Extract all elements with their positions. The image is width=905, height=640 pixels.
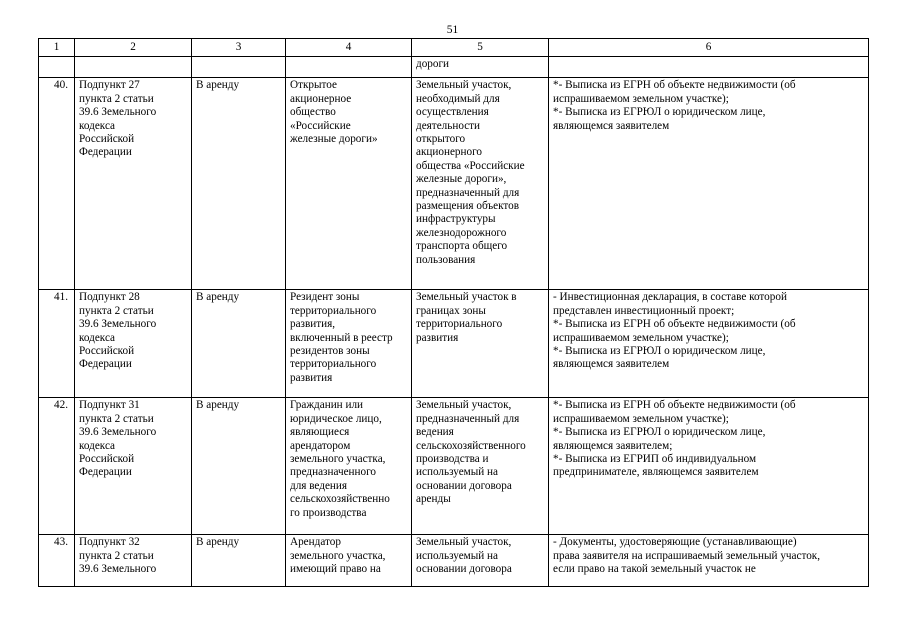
applicant-cell: Гражданин или юридическое лицо, являющиеся арендатором земельного участка, предназначенного для ведения сельскохозяйственно го производства bbox=[286, 398, 412, 535]
header-cell: 2 bbox=[75, 39, 192, 57]
documents-cell: *- Выписка из ЕГРН об объекте недвижимости (об испрашиваемом земельном участке); *- Выписка из ЕГРЮЛ о юридическом лице, являющемся заявителем; *- Выписка из ЕГРИП об индивидуальном предпринимателе, являющемся заявителем bbox=[549, 398, 869, 535]
table-cell bbox=[549, 57, 869, 78]
row-number: 43. bbox=[39, 535, 75, 587]
table-row bbox=[39, 535, 869, 587]
table-cell bbox=[39, 57, 75, 78]
grant-type-cell: В аренду bbox=[192, 290, 286, 398]
plot-cell: Земельный участок, необходимый для осуществления деятельности открытого акционерного общества «Российские железные дороги», предназначенный для размещения объектов инфраструктуры железнодорожного транспорта общего пользования bbox=[412, 78, 549, 290]
header-cell: 1 bbox=[39, 39, 75, 57]
row-number: 41. bbox=[39, 290, 75, 398]
row-number: 42. bbox=[39, 398, 75, 535]
page-number: 51 bbox=[446, 24, 459, 36]
row-number: 40. bbox=[39, 78, 75, 290]
table-row bbox=[39, 290, 869, 398]
header-cell: 6 bbox=[549, 39, 869, 57]
plot-cell: Земельный участок, используемый на основании договора bbox=[412, 535, 549, 587]
table-header-row bbox=[39, 39, 869, 57]
table-cell bbox=[75, 57, 192, 78]
legal-basis-cell: Подпункт 27 пункта 2 статьи 39.6 Земельного кодекса Российской Федерации bbox=[75, 78, 192, 290]
header-cell: 5 bbox=[412, 39, 549, 57]
table-row bbox=[39, 398, 869, 535]
header-cell: 4 bbox=[286, 39, 412, 57]
legal-basis-cell: Подпункт 31 пункта 2 статьи 39.6 Земельного кодекса Российской Федерации bbox=[75, 398, 192, 535]
applicant-cell: Резидент зоны территориального развития, включенный в реестр резидентов зоны территориального развития bbox=[286, 290, 412, 398]
continuation-row bbox=[39, 57, 869, 78]
applicant-cell: Открытое акционерное общество «Российские железные дороги» bbox=[286, 78, 412, 290]
header-cell: 3 bbox=[192, 39, 286, 57]
documents-cell: - Документы, удостоверяющие (устанавливающие) права заявителя на испрашиваемый земельный участок, если право на такой земельный участок не bbox=[549, 535, 869, 587]
table-cell bbox=[192, 57, 286, 78]
applicant-cell: Арендатор земельного участка, имеющий право на bbox=[286, 535, 412, 587]
continuation-cell: дороги bbox=[412, 57, 549, 78]
legal-basis-cell: Подпункт 32 пункта 2 статьи 39.6 Земельного bbox=[75, 535, 192, 587]
legal-basis-cell: Подпункт 28 пункта 2 статьи 39.6 Земельного кодекса Российской Федерации bbox=[75, 290, 192, 398]
documents-cell: - Инвестиционная декларация, в составе которой представлен инвестиционный проект; *- Выписка из ЕГРН об объекте недвижимости (об испрашиваемом земельном участке); *- Выписка из ЕГРЮЛ о юридическом лице, являющемся заявителем bbox=[549, 290, 869, 398]
grant-type-cell: В аренду bbox=[192, 535, 286, 587]
table-cell bbox=[286, 57, 412, 78]
document-table bbox=[38, 38, 869, 587]
documents-cell: *- Выписка из ЕГРН об объекте недвижимости (об испрашиваемом земельном участке); *- Выписка из ЕГРЮЛ о юридическом лице, являющемся заявителем bbox=[549, 78, 869, 290]
plot-cell: Земельный участок в границах зоны территориального развития bbox=[412, 290, 549, 398]
plot-cell: Земельный участок, предназначенный для ведения сельскохозяйственного производства и используемый на основании договора аренды bbox=[412, 398, 549, 535]
table-row bbox=[39, 78, 869, 290]
grant-type-cell: В аренду bbox=[192, 398, 286, 535]
grant-type-cell: В аренду bbox=[192, 78, 286, 290]
